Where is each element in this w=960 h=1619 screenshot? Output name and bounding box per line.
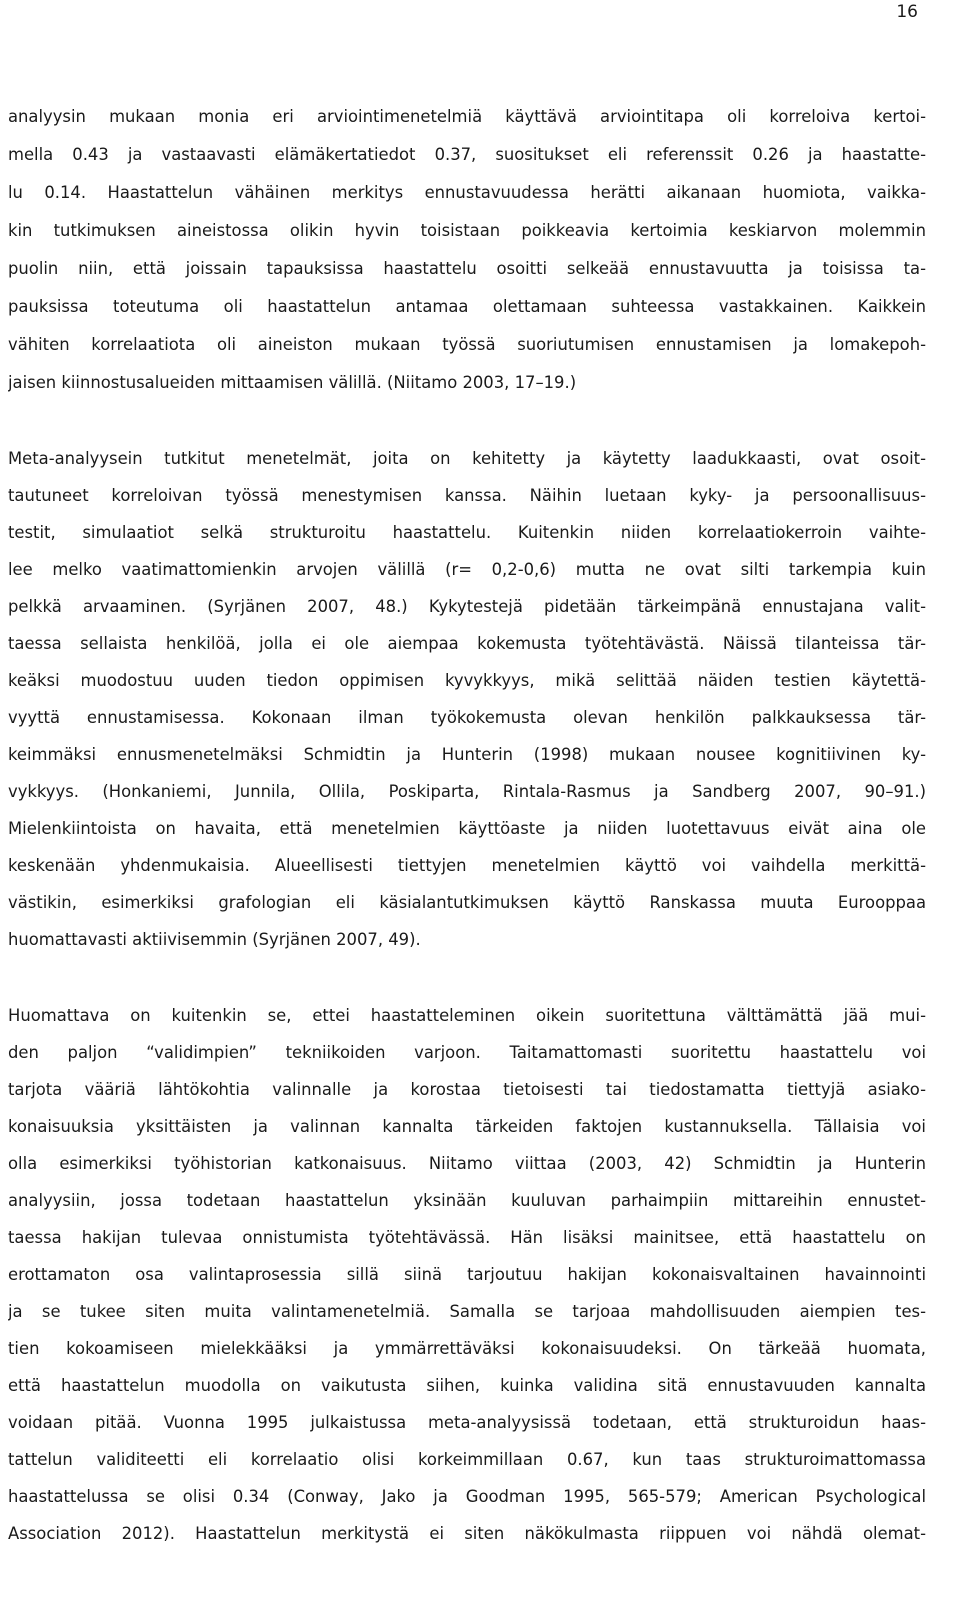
text-line: testit, simulaatiot selkä strukturoitu haastattelu. Kuitenkin niiden korrelaatiokerroin vaihte-: [8, 523, 926, 542]
text-line: tien kokoamiseen mielekkääksi ja ymmärrettäväksi kokonaisuudeksi. On tärkeää huomata,: [8, 1339, 926, 1358]
text-line: tautuneet korreloivan työssä menestymisen kanssa. Näihin luetaan kyky- ja persoonallisuus-: [8, 486, 926, 505]
text-line: lu 0.14. Haastattelun vähäinen merkitys ennustavuudessa herätti aikanaan huomiota, vaikka-: [8, 183, 926, 202]
text-line: konaisuuksia yksittäisten ja valinnan kannalta tärkeiden faktojen kustannuksella. Tällaisia voi: [8, 1117, 926, 1136]
text-line: taessa sellaista henkilöä, jolla ei ole aiempaa kokemusta työtehtävästä. Näissä tilanteissa tär-: [8, 634, 926, 653]
text-line: voidaan pitää. Vuonna 1995 julkaistussa meta-analyysissä todetaan, että strukturoidun haas-: [8, 1413, 926, 1432]
text-line: keimmäksi ennusmenetelmäksi Schmidtin ja Hunterin (1998) mukaan nousee kognitiivinen ky-: [8, 745, 926, 764]
text-line: keskenään yhdenmukaisia. Alueellisesti tiettyjen menetelmien käyttö voi vaihdella merkittä-: [8, 856, 926, 875]
text-line: lee melko vaatimattomienkin arvojen välillä (r= 0,2-0,6) mutta ne ovat silti tarkempia kuin: [8, 560, 926, 579]
text-line: analyysiin, jossa todetaan haastattelun yksinään kuuluvan parhaimpiin mittareihin ennustet-: [8, 1191, 926, 1210]
text-line: puolin niin, että joissain tapauksissa haastattelu osoitti selkeää ennustavuutta ja toisissa ta-: [8, 259, 926, 278]
text-line: tattelun validiteetti eli korrelaatio olisi korkeimmillaan 0.67, kun taas strukturoimattomassa: [8, 1450, 926, 1469]
text-line: ja se tukee siten muita valintamenetelmiä. Samalla se tarjoaa mahdollisuuden aiempien tes-: [8, 1302, 926, 1321]
text-line: olla esimerkiksi työhistorian katkonaisuus. Niitamo viittaa (2003, 42) Schmidtin ja Hunterin: [8, 1154, 926, 1173]
text-line: Huomattava on kuitenkin se, ettei haastatteleminen oikein suoritettuna välttämättä jää mui-: [8, 1006, 926, 1025]
text-line: den paljon “validimpien” tekniikoiden varjoon. Taitamattomasti suoritettu haastattelu voi: [8, 1043, 926, 1062]
text-line: västikin, esimerkiksi grafologian eli käsialantutkimuksen käyttö Ranskassa muuta Eurooppaa: [8, 893, 926, 912]
text-line: taessa hakijan tulevaa onnistumista työtehtävässä. Hän lisäksi mainitsee, että haastattelu on: [8, 1228, 926, 1247]
text-line: pauksissa toteutuma oli haastattelun antamaa olettamaan suhteessa vastakkainen. Kaikkein: [8, 297, 926, 316]
text-line: vyyttä ennustamisessa. Kokonaan ilman työkokemusta olevan henkilön palkkauksessa tär-: [8, 708, 926, 727]
page-number: 16: [896, 2, 918, 22]
text-line: Meta-analyysein tutkitut menetelmät, joita on kehitetty ja käytetty laadukkaasti, ovat osoit-: [8, 449, 926, 468]
text-line: tarjota vääriä lähtökohtia valinnalle ja korostaa tietoisesti tai tiedostamatta tiettyjä asiako-: [8, 1080, 926, 1099]
text-line: että haastattelun muodolla on vaikutusta siihen, kuinka validina sitä ennustavuuden kannalta: [8, 1376, 926, 1395]
text-line: mella 0.43 ja vastaavasti elämäkertatiedot 0.37, suositukset eli referenssit 0.26 ja haastatte-: [8, 145, 926, 164]
text-line: kin tutkimuksen aineistossa olikin hyvin toisistaan poikkeavia kertoimia keskiarvon molemmin: [8, 221, 926, 240]
text-line: huomattavasti aktiivisemmin (Syrjänen 2007, 49).: [8, 930, 421, 949]
text-line: haastattelussa se olisi 0.34 (Conway, Jako ja Goodman 1995, 565-579; American Psychological: [8, 1487, 926, 1506]
text-line: Mielenkiintoista on havaita, että menetelmien käyttöaste ja niiden luotettavuus eivät aina ole: [8, 819, 926, 838]
text-line: Association 2012). Haastattelun merkitystä ei siten näkökulmasta riippuen voi nähdä olemat-: [8, 1524, 926, 1543]
text-line: vykkyys. (Honkaniemi, Junnila, Ollila, Poskiparta, Rintala-Rasmus ja Sandberg 2007, 90–91.): [8, 782, 926, 801]
text-line: keäksi muodostuu uuden tiedon oppimisen kyvykkyys, mikä selittää näiden testien käytettä-: [8, 671, 926, 690]
text-line: vähiten korrelaatiota oli aineiston mukaan työssä suoriutumisen ennustamisen ja lomakepoh-: [8, 335, 926, 354]
text-line: jaisen kiinnostusalueiden mittaamisen välillä. (Niitamo 2003, 17–19.): [8, 373, 577, 392]
text-line: analyysin mukaan monia eri arviointimenetelmiä käyttävä arviointitapa oli korreloiva kertoi-: [8, 107, 926, 126]
text-line: erottamaton osa valintaprosessia sillä siinä tarjoutuu hakijan kokonaisvaltainen havainnointi: [8, 1265, 926, 1284]
text-line: pelkkä arvaaminen. (Syrjänen 2007, 48.) Kykytestejä pidetään tärkeimpänä ennustajana valit-: [8, 597, 926, 616]
